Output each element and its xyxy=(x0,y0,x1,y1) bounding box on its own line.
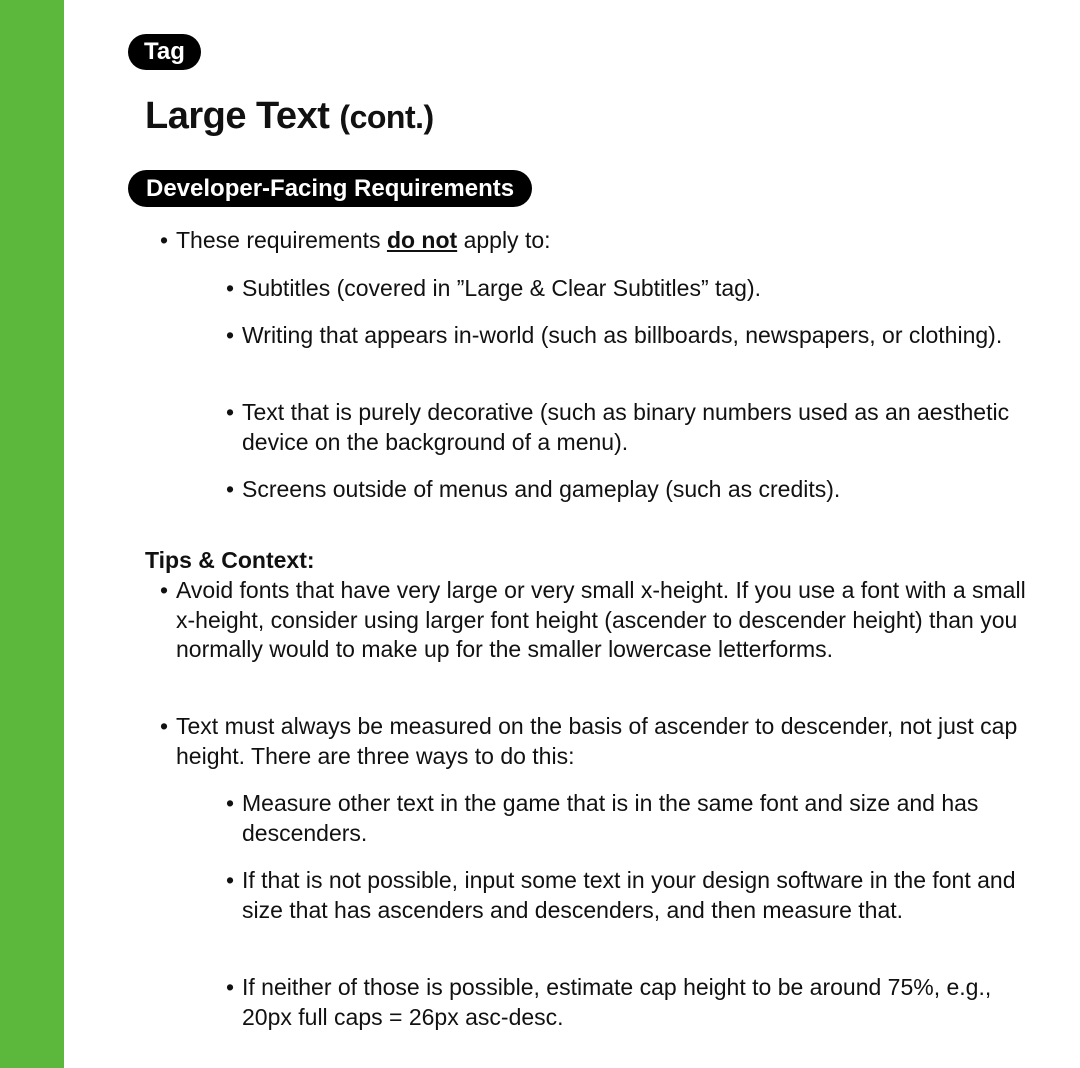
exclusion-item-subtitles: • Subtitles (covered in ”Large & Clear Subtitles” tag). xyxy=(226,274,1026,304)
requirements-intro xyxy=(160,226,1040,256)
page-title xyxy=(145,94,434,139)
requirements-intro-after: apply to: xyxy=(457,227,551,253)
exclusion-item-decorative-text: • Text that is purely decorative (such as binary numbers used as an aesthetic device on the background of a menu). xyxy=(226,398,1026,457)
method-item-estimate-cap-height: • If neither of those is possible, estimate cap height to be around 75%, e.g., 20px full caps = 26px asc-desc. xyxy=(226,973,1026,1032)
section-label-badge: Developer-Facing Requirements xyxy=(128,170,532,207)
tip-item-fonts: • Avoid fonts that have very large or very small x-height. If you use a font with a small x-height, consider using larger font height (ascender to descender height) than you normally would to make up for the smaller lowercase letterforms. xyxy=(160,576,1040,665)
exclusion-item-in-world-writing: • Writing that appears in-world (such as billboards, newspapers, or clothing). xyxy=(226,321,1026,351)
page-title-main: Large Text xyxy=(145,95,330,137)
tips-heading: Tips & Context: xyxy=(145,547,315,573)
accent-side-stripe xyxy=(0,0,64,1068)
method-item-measure-other-text: • Measure other text in the game that is in the same font and size and has descenders. xyxy=(226,789,1026,848)
exclusion-item-outside-screens: • Screens outside of menus and gameplay (such as credits). xyxy=(226,475,1026,505)
requirements-intro-before: These requirements xyxy=(176,227,387,253)
tag-badge: Tag xyxy=(128,34,201,70)
requirements-intro-emphasis: do not xyxy=(386,227,458,253)
page-title-suffix: (cont.) xyxy=(339,99,434,135)
method-item-design-software: • If that is not possible, input some text in your design software in the font and size that has ascenders and descenders, and then measure that. xyxy=(226,866,1026,925)
tip-item-measurement: • Text must always be measured on the basis of ascender to descender, not just cap height. There are three ways to do this: xyxy=(160,712,1040,771)
